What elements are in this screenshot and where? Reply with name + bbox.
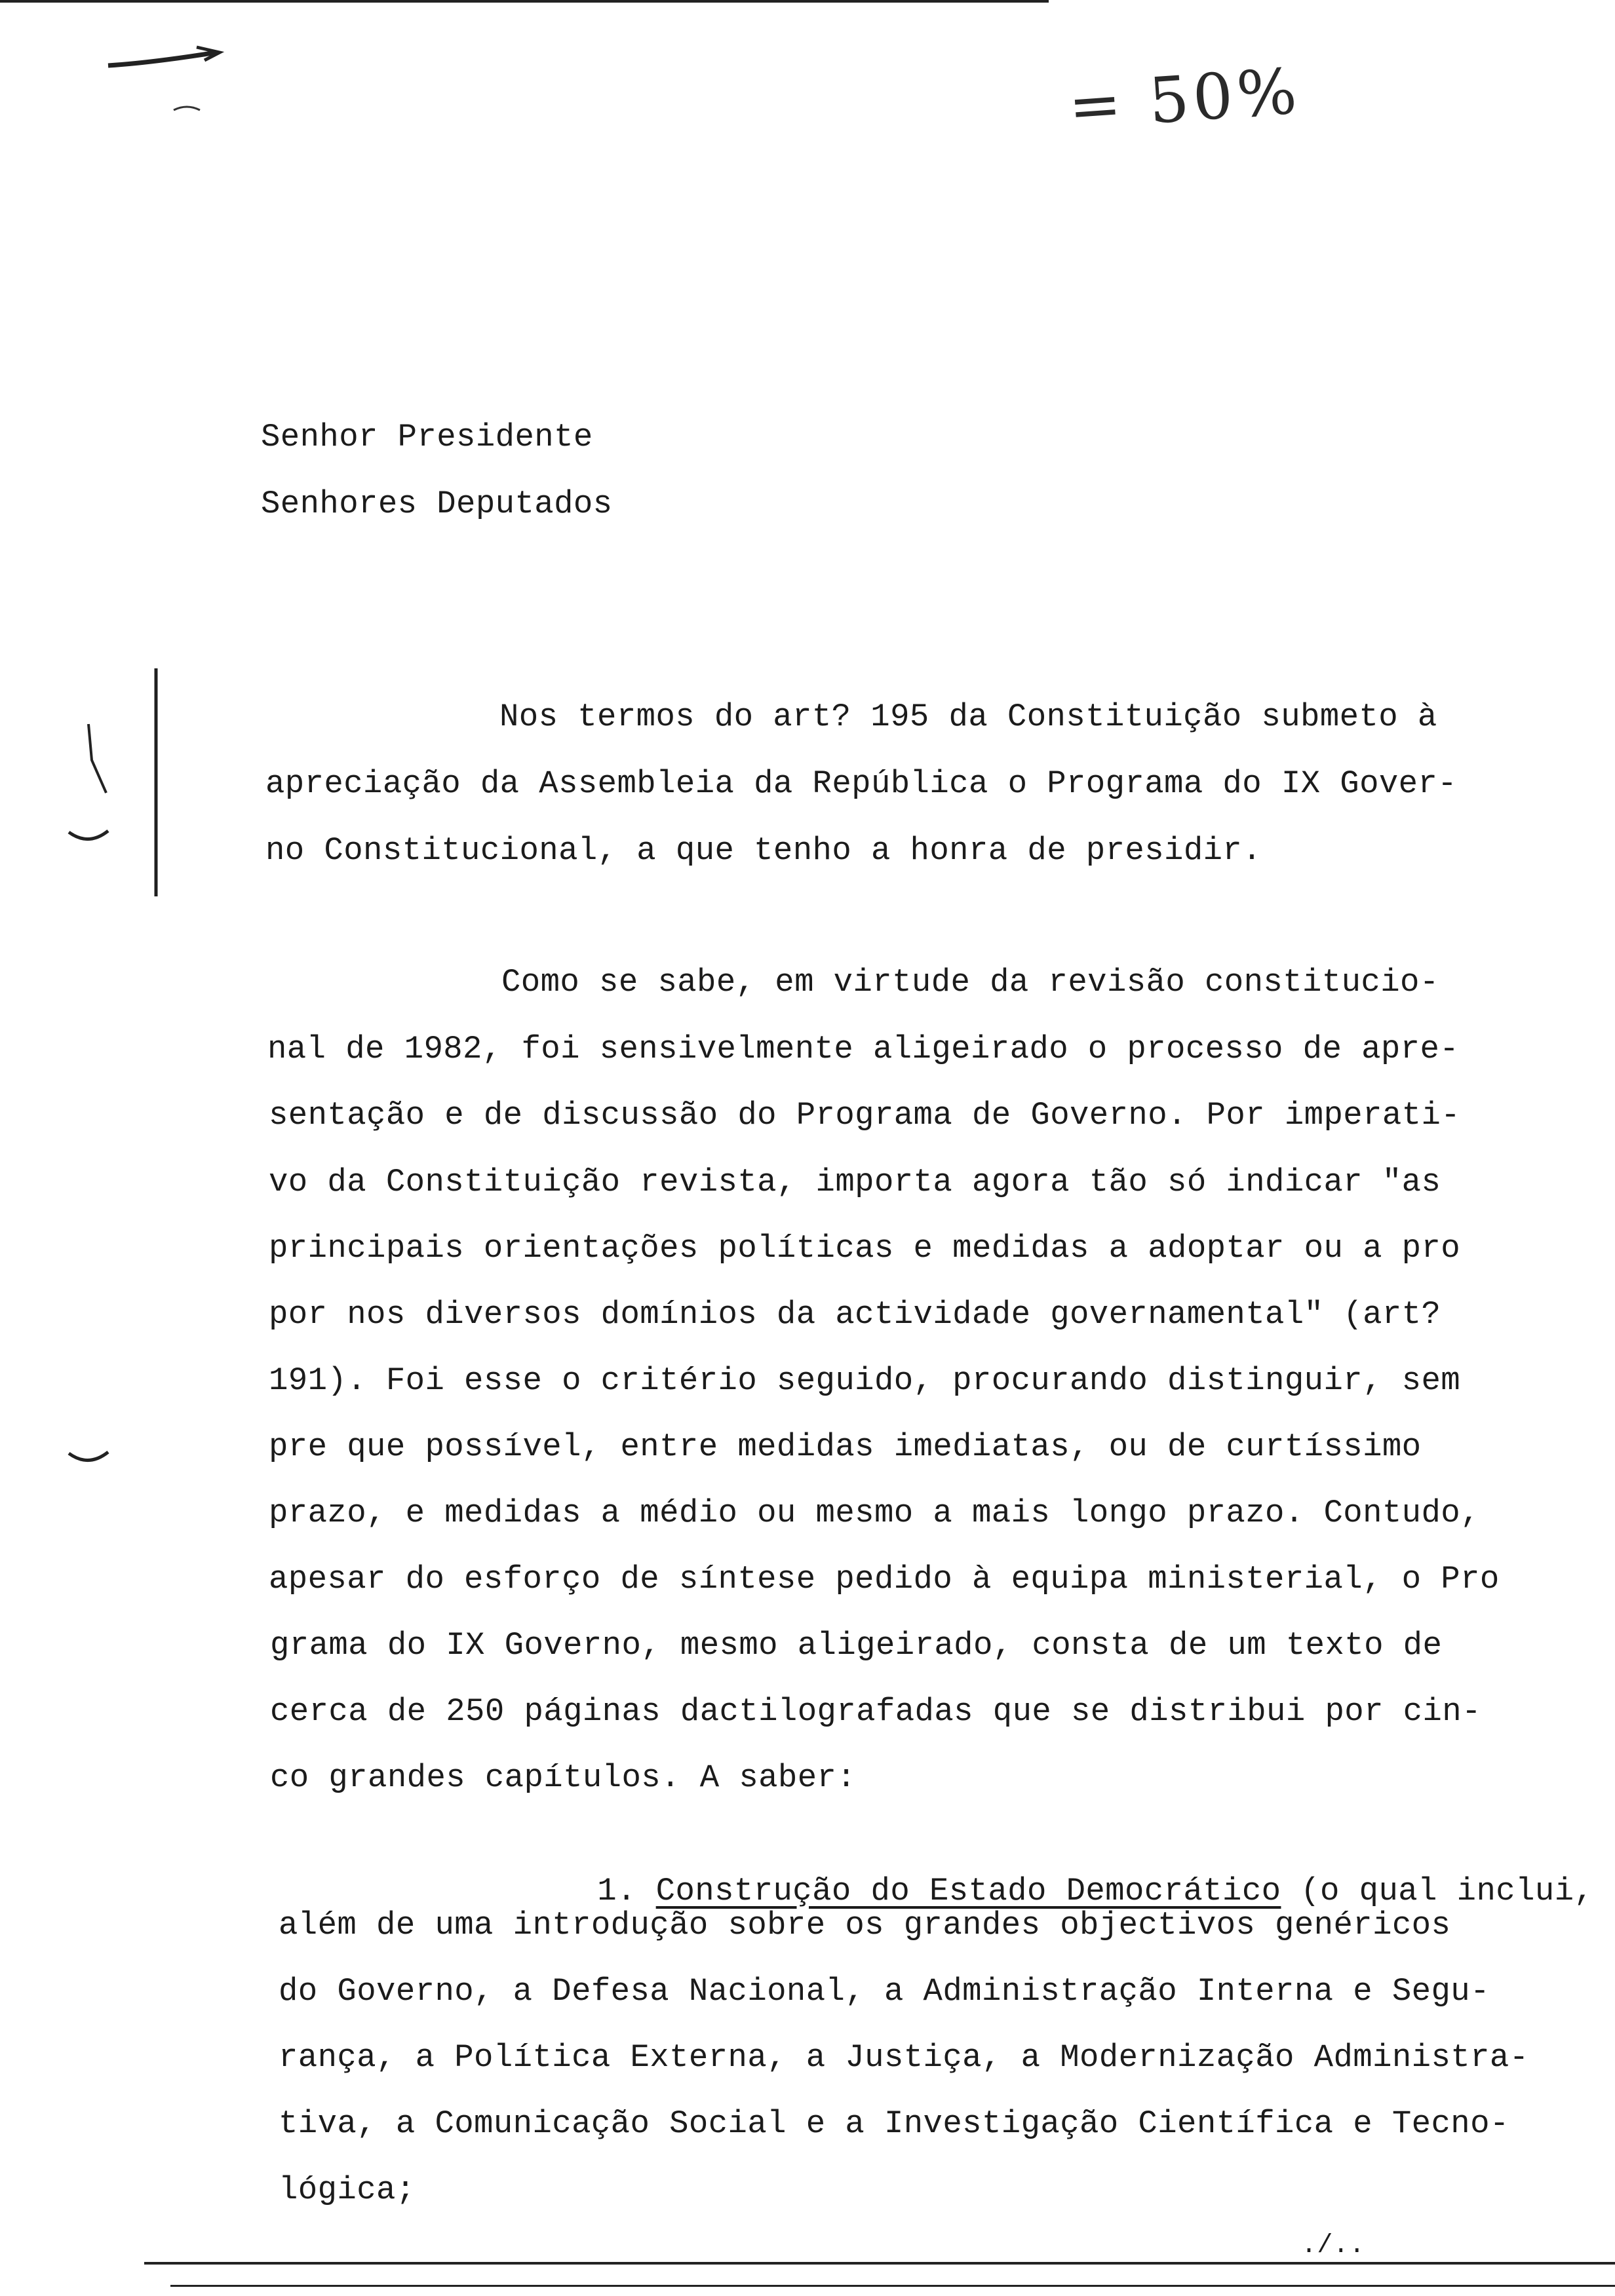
para2-line-4: vo da Constituição revista, importa agora tão só indicar "as (269, 1164, 1441, 1200)
para2-line-5: principais orientações políticas e medidas a adoptar ou a pro (269, 1230, 1461, 1267)
para2-line-3: sentação e de discussão do Programa de Governo. Por imperati- (269, 1097, 1461, 1134)
item1-line-2: além de uma introdução sobre os grandes objectivos genéricos (279, 1907, 1451, 1943)
item1-number: 1. (597, 1873, 636, 1909)
item1-title-rest: (o qual inclui, (1281, 1873, 1594, 1909)
salutation-line-2: Senhores Deputados (261, 486, 613, 522)
continuation-mark: ./.. (1301, 2231, 1365, 2261)
para1-line-1: Nos termos do art? 195 da Constituição submeto à (499, 698, 1437, 735)
para2-line-8: pre que possível, entre medidas imediatas, ou de curtíssimo (269, 1428, 1422, 1465)
para2-line-1: Como se sabe, em virtude da revisão constitucio- (501, 964, 1439, 1001)
para1-line-2: apreciação da Assembleia da República o Programa do IX Gover- (265, 765, 1458, 802)
para2-line-6: por nos diversos domínios da actividade governamental" (art? (269, 1296, 1441, 1333)
para2-line-12: cerca de 250 páginas dactilografadas que se distribui por cin- (270, 1693, 1481, 1730)
para2-line-13: co grandes capítulos. A saber: (270, 1759, 857, 1796)
item1-line-3: do Governo, a Defesa Nacional, a Administração Interna e Segu- (279, 1973, 1490, 2010)
para1-line-3: no Constitucional, a que tenho a honra de presidir. (265, 832, 1262, 869)
handwritten-marking: = 50% (1066, 54, 1303, 144)
para2-line-7: 191). Foi esse o critério seguido, procurando distinguir, sem (269, 1362, 1461, 1399)
item1-title: Construção do Estado Democrático (655, 1873, 1281, 1909)
item1-line-6: lógica; (279, 2172, 416, 2208)
para2-line-10: apesar do esforço de síntese pedido à equipa ministerial, o Pro (269, 1561, 1500, 1598)
item1-line-4: rança, a Política Externa, a Justiça, a Modernização Administra- (279, 2039, 1529, 2076)
para2-line-11: grama do IX Governo, mesmo aligeirado, consta de um texto de (270, 1627, 1443, 1664)
para2-line-9: prazo, e medidas a médio ou mesmo a mais longo prazo. Contudo, (269, 1495, 1480, 1531)
para2-line-2: nal de 1982, foi sensivelmente aligeirado o processo de apre- (267, 1031, 1460, 1067)
salutation-line-1: Senhor Presidente (261, 419, 593, 455)
item1-line-5: tiva, a Comunicação Social e a Investigação Científica e Tecno- (279, 2105, 1509, 2142)
